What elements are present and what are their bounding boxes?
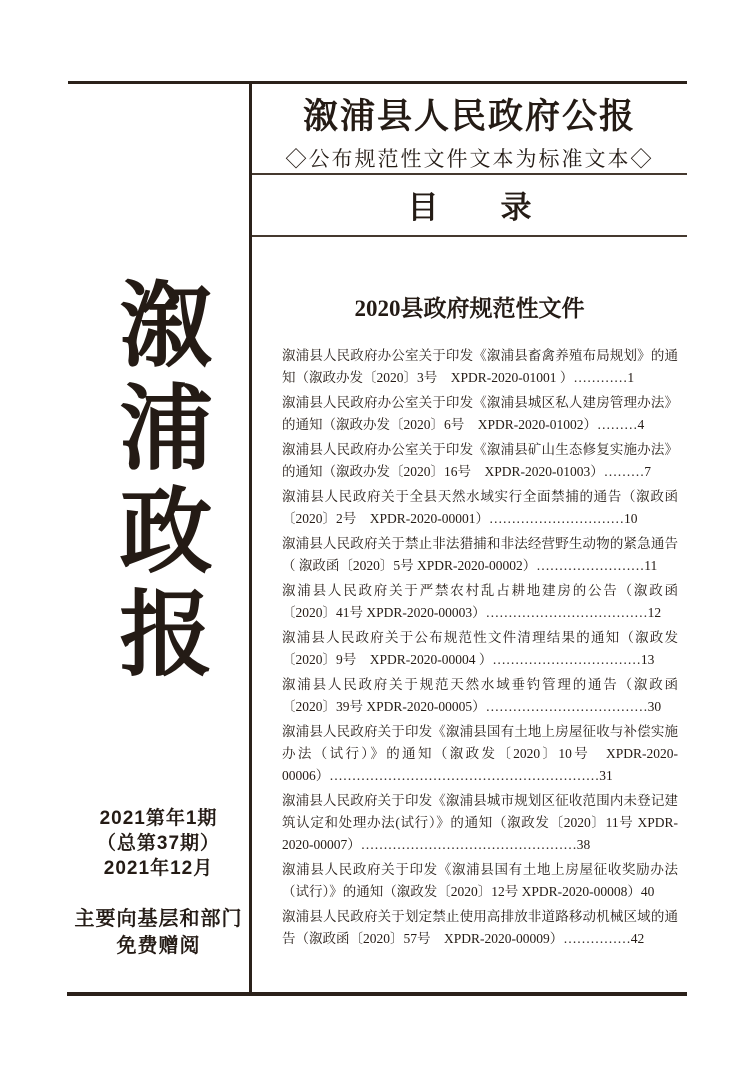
toc-entry-text: 溆浦县人民政府办公室关于印发《溆浦县畜禽养殖布局规划》的通知（溆政办发〔2020〕3号 XPDR-2020-01001 ） xyxy=(282,348,678,385)
toc-entry xyxy=(282,345,678,389)
masthead-title: 溆浦政报 xyxy=(104,276,213,688)
toc-entry-page: 7 xyxy=(644,464,652,479)
gazette-title: 溆浦县人民政府公报 xyxy=(302,97,636,136)
section-heading: 2020县政府规范性文件 xyxy=(354,296,585,321)
toc-entry-page: 1 xyxy=(627,370,635,385)
toc-entry xyxy=(282,859,678,903)
toc-entry-page: 10 xyxy=(624,511,638,526)
toc-entry xyxy=(282,674,678,718)
toc-entry-leader: ………………………… xyxy=(489,511,625,526)
toc-entry-text: 溆浦县人民政府办公室关于印发《溆浦县矿山生态修复实施办法》的通知（溆政办发〔2020〕16号 XPDR-2020-01003） xyxy=(282,442,678,479)
toc-entry xyxy=(282,906,678,950)
toc-entry-leader: ………………………………………… xyxy=(360,837,577,852)
toc-entry-page: 40 xyxy=(640,884,655,899)
toc-entry-text: 溆浦县人民政府关于印发《溆浦县城市规划区征收范围内未登记建筑认定和处理办法(试行）》的通知（溆政发〔2020〕11号 XPDR-2020-00007） xyxy=(282,793,678,852)
toc-entry-page: 38 xyxy=(576,837,591,852)
toc-entry-leader: ………… xyxy=(573,370,628,385)
toc-heading: 目 录 xyxy=(407,190,532,225)
header-rule-lower xyxy=(252,235,687,237)
toc-entry-leader: …………………………… xyxy=(492,652,641,667)
toc-entry xyxy=(282,790,678,856)
toc-entry-page: 4 xyxy=(637,417,645,432)
toc-entry xyxy=(282,392,678,436)
toc-entry-page: 31 xyxy=(599,768,613,783)
toc-entry-text: 溆浦县人民政府关于全县天然水域实行全面禁捕的通告（溆政函〔2020〕2号 XPDR-2020-00001） xyxy=(282,489,678,526)
issue-info xyxy=(68,806,249,881)
toc-entry-text: 溆浦县人民政府关于公布规范性文件清理结果的通知（溆政发〔2020〕9号 XPDR-2020-00004 ） xyxy=(282,630,678,667)
toc-entry xyxy=(282,533,678,577)
toc-entry-text: 溆浦县人民政府关于规范天然水域垂钓管理的通告（溆政函〔2020〕39号 XPDR-2020-00005） xyxy=(282,677,678,714)
toc-entry-text: 溆浦县人民政府关于禁止非法猎捕和非法经营野生动物的紧急通告（ 溆政函〔2020〕5号 XPDR-2020-00002） xyxy=(282,536,678,573)
header-rule-upper xyxy=(252,173,687,175)
toc-entry-leader: …………………………………………………… xyxy=(329,768,600,783)
toc-entry-text: 溆浦县人民政府办公室关于印发《溆浦县城区私人建房管理办法》的通知（溆政办发〔2020〕6号 XPDR-2020-01002） xyxy=(282,395,678,432)
bottom-border-rule xyxy=(67,992,687,996)
gazette-subtitle: ◇公布规范性文件文本为标准文本◇ xyxy=(285,147,654,171)
toc-entry-page: 42 xyxy=(630,931,645,946)
toc-entry-page: 30 xyxy=(647,699,662,714)
toc-entry-page: 12 xyxy=(647,605,662,620)
masthead xyxy=(68,276,249,688)
toc-entry-leader: …………………… xyxy=(536,558,645,573)
toc-entry xyxy=(282,439,678,483)
toc-entry-leader: ……… xyxy=(603,464,645,479)
toc-entry xyxy=(282,486,678,530)
toc-entry-page: 13 xyxy=(640,652,655,667)
toc-entry-leader: …………… xyxy=(563,931,631,946)
toc-entry-leader: ……… xyxy=(597,417,638,432)
toc-entry-text: 溆浦县人民政府关于严禁农村乱占耕地建房的公告（溆政函〔2020〕41号 XPDR-2020-00003） xyxy=(282,583,678,620)
distribution-line2: 免费赠阅 xyxy=(116,935,201,957)
issue-number: 2021第年1期 xyxy=(99,808,218,829)
toc-entry xyxy=(282,627,678,671)
toc-entry-text: 溆浦县人民政府关于印发《溆浦县国有土地上房屋征收奖励办法（试行）》的通知（溆政发〔2020〕12号 XPDR-2020-00008） xyxy=(282,862,678,899)
distribution-note xyxy=(68,906,249,960)
distribution-line1: 主要向基层和部门 xyxy=(74,908,243,930)
toc-list xyxy=(282,345,678,953)
toc-entry-text: 溆浦县人民政府关于划定禁止使用高排放非道路移动机械区域的通告（溆政函〔2020〕57号 XPDR-2020-00009） xyxy=(282,909,678,946)
toc-entry-leader: ……………………………… xyxy=(485,699,648,714)
top-border-rule xyxy=(68,81,687,84)
toc-entry-leader: ……………………………… xyxy=(485,605,648,620)
toc-entry xyxy=(282,580,678,624)
issue-total: （总第37期） xyxy=(96,833,221,854)
toc-entry-text: 溆浦县人民政府关于印发《溆浦县国有土地上房屋征收与补偿实施办法（试行）》的通知（溆政发〔2020〕10号 XPDR-2020-00006） xyxy=(282,724,678,783)
toc-entry-page: 11 xyxy=(644,558,658,573)
issue-date: 2021年12月 xyxy=(103,858,214,879)
toc-entry xyxy=(282,721,678,787)
